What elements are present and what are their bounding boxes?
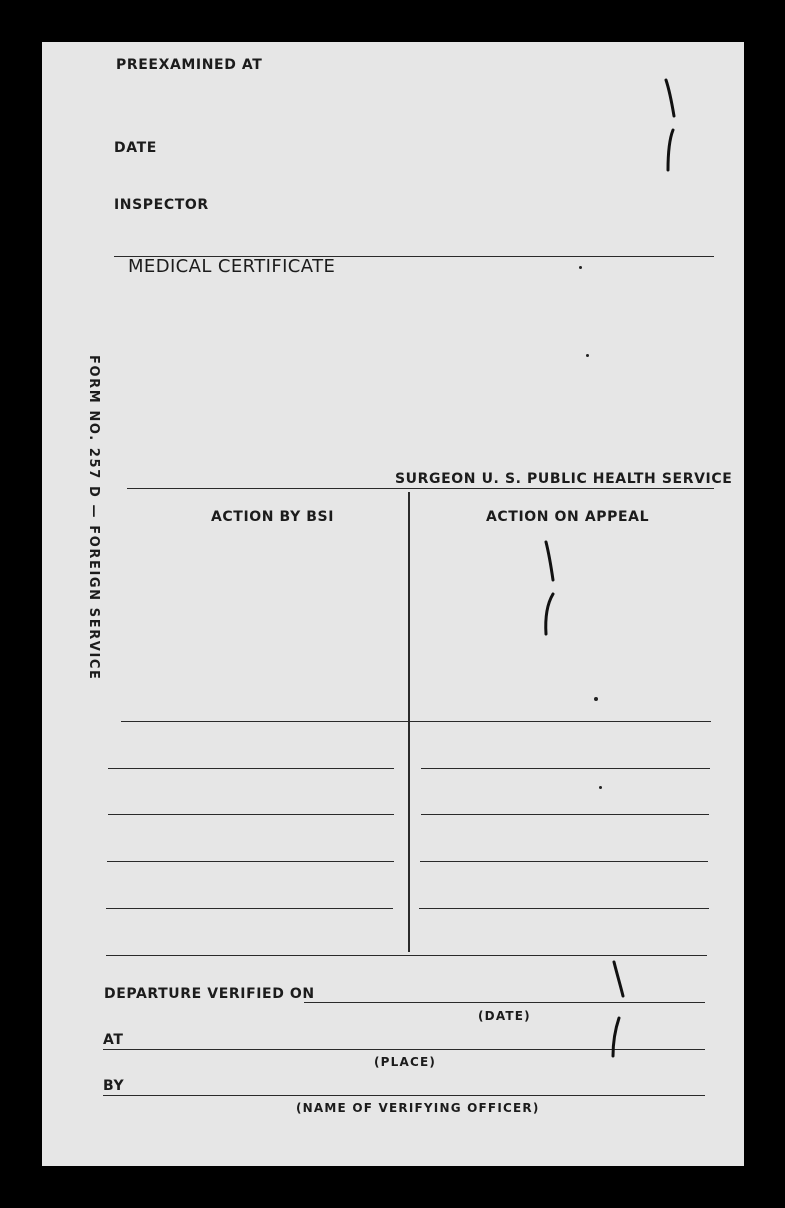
departure-verified-label: DEPARTURE VERIFIED ON <box>104 986 315 1002</box>
form-card <box>42 42 744 1166</box>
departure-date-line <box>304 1002 705 1003</box>
appeal-line-5 <box>419 908 709 909</box>
appeal-line-3 <box>421 814 709 815</box>
action-by-bsi-header: ACTION BY BSI <box>211 509 335 525</box>
inspector-label: INSPECTOR <box>114 197 209 213</box>
section-bottom-rule <box>106 955 707 956</box>
bsi-line-3 <box>108 814 394 815</box>
speck <box>586 354 589 357</box>
medical-certificate-title: MEDICAL CERTIFICATE <box>128 256 336 277</box>
surgeon-rule <box>127 488 714 489</box>
date-caption: (DATE) <box>478 1009 531 1023</box>
pencil-mark-icon <box>658 78 680 174</box>
form-number-label: FORM NO. 257 D — FOREIGN SERVICE <box>86 355 101 681</box>
appeal-line-4 <box>420 861 708 862</box>
surgeon-signature-label: SURGEON U. S. PUBLIC HEALTH SERVICE <box>395 471 733 487</box>
place-caption: (PLACE) <box>374 1055 437 1069</box>
appeal-line-2 <box>421 768 710 769</box>
speck <box>594 697 598 701</box>
date-label: DATE <box>114 140 157 156</box>
officer-caption: (NAME OF VERIFYING OFFICER) <box>296 1101 540 1115</box>
column-divider <box>408 492 410 952</box>
bsi-line-4 <box>107 861 394 862</box>
officer-line <box>103 1095 705 1096</box>
action-line-1 <box>121 721 711 722</box>
pencil-mark-icon <box>538 540 560 636</box>
at-label: AT <box>103 1032 124 1048</box>
bsi-line-2 <box>108 768 394 769</box>
by-label: BY <box>103 1078 125 1094</box>
pencil-mark-icon <box>606 960 630 1058</box>
bsi-line-5 <box>106 908 393 909</box>
speck <box>579 266 582 269</box>
speck <box>599 786 602 789</box>
action-on-appeal-header: ACTION ON APPEAL <box>486 509 650 525</box>
preexamined-at-label: PREEXAMINED AT <box>116 57 263 73</box>
